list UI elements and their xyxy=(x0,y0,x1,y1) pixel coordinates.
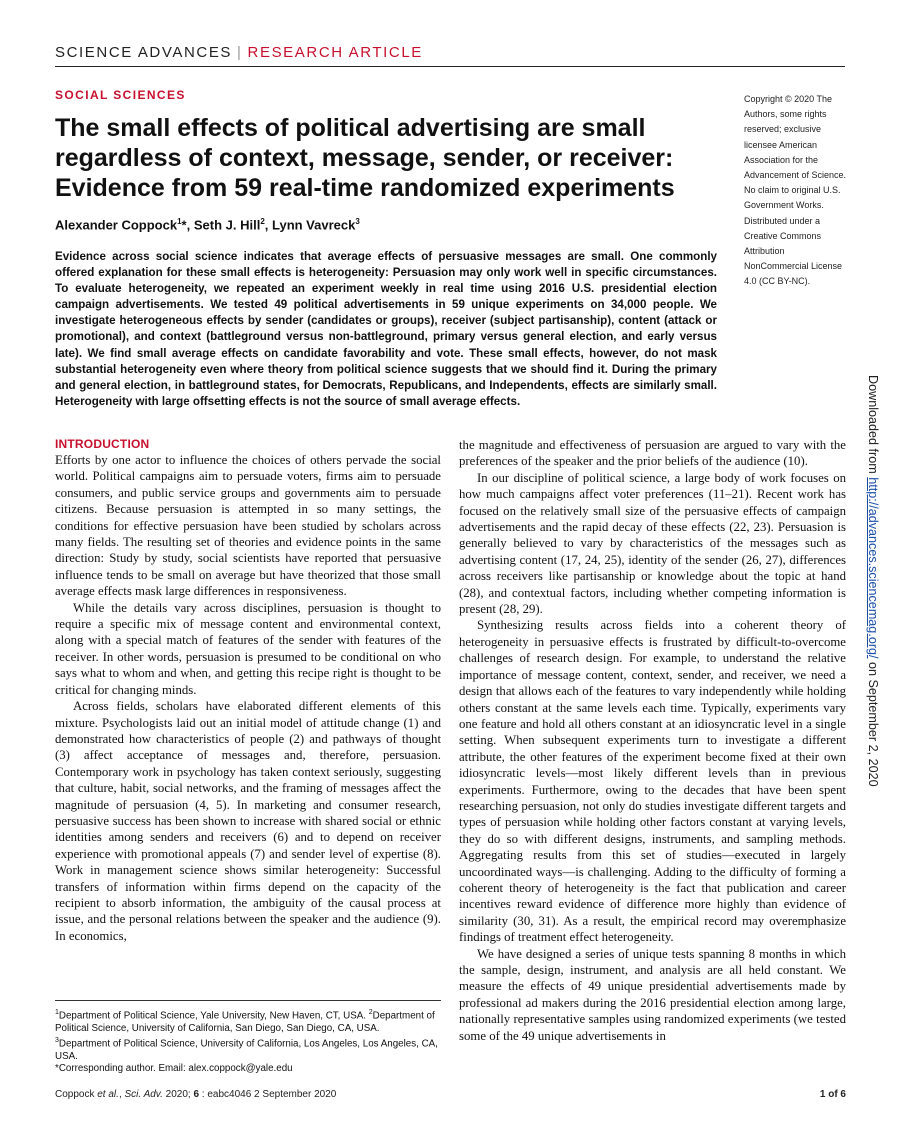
footnote-marker: 2 xyxy=(368,1009,373,1016)
right-column xyxy=(459,437,846,1044)
footnote xyxy=(55,1063,441,1075)
journal-header xyxy=(55,44,845,67)
body-paragraph: Efforts by one actor to influence the choices of others pervade the social world. Political campaigns aim to persuade voters, firms aim to persuade consumers, and public service groups and governments aim to persuade citizens. Because persuasion is attempted in so many settings, the conditions for effective persuasion have been studied by scholars across many fields. The resulting set of theories and evidence points in the same direction: Study by study, social scientists have reported that persuasive influence tends to be small on average but have theorized that those small average effects mask large differences in responsiveness. xyxy=(55,453,441,599)
body-paragraph: While the details vary across disciplines, persuasion is thought to require a specific mix of message content and environmental context, along with a special match of features of the sender with features of the receiver. In other words, persuasion is presumed to be conditional on who says what to whom and when, and getting this recipe right is thought to be critical for changing minds. xyxy=(55,600,441,697)
download-prefix: Downloaded from xyxy=(866,375,880,478)
download-link[interactable]: http://advances.sciencemag.org/ xyxy=(866,477,880,659)
footnote-text: Department of Political Science, University of California, San Diego, San Diego, CA, USA. xyxy=(55,1010,435,1034)
body-paragraph: Synthesizing results across fields into a coherent theory of heterogeneity in persuasive effects is frustrated by difficult-to-overcome challenges of research design. For example, to understand the relative importance of message content, context, sender, and receiver, we need a design that allows each of the features to vary independently while holding others constant at the same levels each time. Typically, experiments vary one feature and hold all others constant at an idiosyncratic level in a single setting. When subsequent experiments turn to investigate a different attribute, the other features of the experiment become fixed at their own idiosyncratic levels—most likely different levels than in previous experiments. Furthermore, owing to the decades that have been spent researching persuasion, not only do studies investigate different targets and types of persuasion while holding other factors constant at varying levels, they do so with different designs, instruments, and sampling methods. Aggregating results from this set of studies—executed in largely uncoordinated ways—is challenging. Adding to the difficulty of forming a coherent theory of heterogeneity is the fact that publication and career incentives reward evidence of difference more highly than evidence of similarity (30, 31). As a result, the empirical record may overemphasize findings of treatment effect heterogeneity. xyxy=(459,618,846,945)
author-list xyxy=(55,217,360,232)
author-separator: *, xyxy=(181,217,194,233)
body-paragraph: Across fields, scholars have elaborated different elements of this mixture. Psychologists laid out an initial model of attitude change (1) and demonstrated how characteristics of people (2) and pathways of thought (3) affect acceptance of messages and, therefore, persuasion. Contemporary work in psychology has taken context seriously, suggesting that culture, habit, social networks, and the framing of messages affect the magnitude of persuasion (4, 5). In marketing and consumer research, persuasive success has been shown to increase with shared social or ethnic identities among senders and receivers (6) and to depend on receiver experience with promotional appeals (7) and sender level of expertise (8). Work in management science shows similar heterogeneity: Successful transfers of information within firms depend on the capacity of the recipient to absorb information, the ambiguity of the causal process at issue, and the personal relations between the speaker and the audience (9). In economics, xyxy=(55,699,441,943)
body-paragraph: We have designed a series of unique tests spanning 8 months in which the sample, design, instrument, and analysis are all held constant. We measure the effects of 49 unique presidential advertisements made by professional ad makers during the 2016 presidential election among large, nationally representative samples using randomized experiments (we tested some of the 49 unique advertisements in xyxy=(459,946,846,1043)
download-watermark xyxy=(866,375,880,787)
footnote-marker: 3 xyxy=(55,1037,59,1045)
article-type: RESEARCH ARTICLE xyxy=(247,44,423,61)
abstract: Evidence across social science indicates that average effects of persuasive messages are small. One commonly offered explanation for these small effects is heterogeneity: Persuasion may only work well in specific circumstances. To evaluate heterogeneity, we repeated an experiment weekly in real time using 2016 U.S. presidential election campaign advertisements. We tested 49 political advertisements in 59 unique experiments on 34,000 people. We investigate heterogeneous effects by sender (candidates or groups), receiver (subject partisanship), content (attack or promotional), and context (battleground versus non-battleground, primary versus general election, and early versus late). We find small average effects on candidate favorability and vote. These small effects, however, do not mask substantial heterogeneity even where theory from political science suggests that we should find it. During the primary and general election, in battleground states, for Democrats, Republicans, and Independents, effects are similarly small. Heterogeneity with large offsetting effects is not the source of small average effects. xyxy=(55,250,717,408)
section-label: SOCIAL SCIENCES xyxy=(55,88,186,102)
left-column xyxy=(55,437,441,944)
author-name: Lynn Vavreck xyxy=(272,217,356,233)
affiliation-footnotes xyxy=(55,1000,441,1076)
citation-journal: Sci. Adv. xyxy=(124,1089,163,1100)
introduction-heading: INTRODUCTION xyxy=(55,437,150,451)
article-title: The small effects of political advertising are small regardless of context, message, sender, or receiver: Evidence from 59 real-time randomized experiments xyxy=(55,114,675,202)
citation-volume: 6 xyxy=(193,1089,200,1100)
author-name: Alexander Coppock xyxy=(55,217,178,233)
footnote-text: Department of Political Science, Yale University, New Haven, CT, USA. xyxy=(58,1010,369,1022)
journal-name: SCIENCE ADVANCES xyxy=(55,44,233,61)
footnote xyxy=(55,1035,441,1063)
author-affiliation: 2 xyxy=(260,217,265,226)
author-name: Seth J. Hill xyxy=(193,217,261,233)
download-suffix: on September 2, 2020 xyxy=(866,658,880,787)
author-affiliation: 1 xyxy=(177,217,182,226)
citation-authors: Coppock xyxy=(55,1089,98,1100)
citation-year: 2020; xyxy=(162,1089,194,1100)
author-separator: , xyxy=(264,217,272,233)
citation-etal: et al. xyxy=(97,1089,119,1100)
footnote-text: *Corresponding author. Email: alex.coppock@yale.edu xyxy=(55,1063,293,1075)
body-paragraph: the magnitude and effectiveness of persuasion are argued to vary with the preferences of the speaker and the prior beliefs of the audience (10). xyxy=(459,438,846,469)
footnote xyxy=(55,1007,441,1035)
header-separator: | xyxy=(237,44,243,61)
footnote-text: Department of Political Science, University of California, Los Angeles, Los Angeles, CA, USA. xyxy=(55,1038,438,1062)
footer-citation: Coppock et al., Sci. Adv. 2020; 6 : eabc4046 2 September 2020 xyxy=(55,1089,337,1100)
footnote-marker: 1 xyxy=(55,1009,59,1016)
copyright-notice: Copyright © 2020 The Authors, some rights reserved; exclusive licensee American Association for the Advancement of Science. No claim to original U.S. Government Works. Distributed under a Creative Commons Attribution NonCommercial License 4.0 (CC BY-NC). xyxy=(744,94,847,287)
body-paragraph: In our discipline of political science, a large body of work focuses on how much campaigns affect voter preferences (11–21). Recent work has focused on the relatively small size of the persuasive effects of campaign advertisements and the rapid decay of these effects (22, 23). Persuasion is generally believed to vary by characteristics of the messages such as advertising content (17, 24, 25), identity of the sender (26, 27), differences across receivers like partisanship or knowledge about the topic at hand (28), and contextual factors, including whether competing information is present (28, 29). xyxy=(459,470,846,617)
citation-id-date: : eabc4046 2 September 2020 xyxy=(199,1089,337,1100)
author-affiliation: 3 xyxy=(355,217,360,226)
page-number: 1 of 6 xyxy=(819,1089,846,1100)
